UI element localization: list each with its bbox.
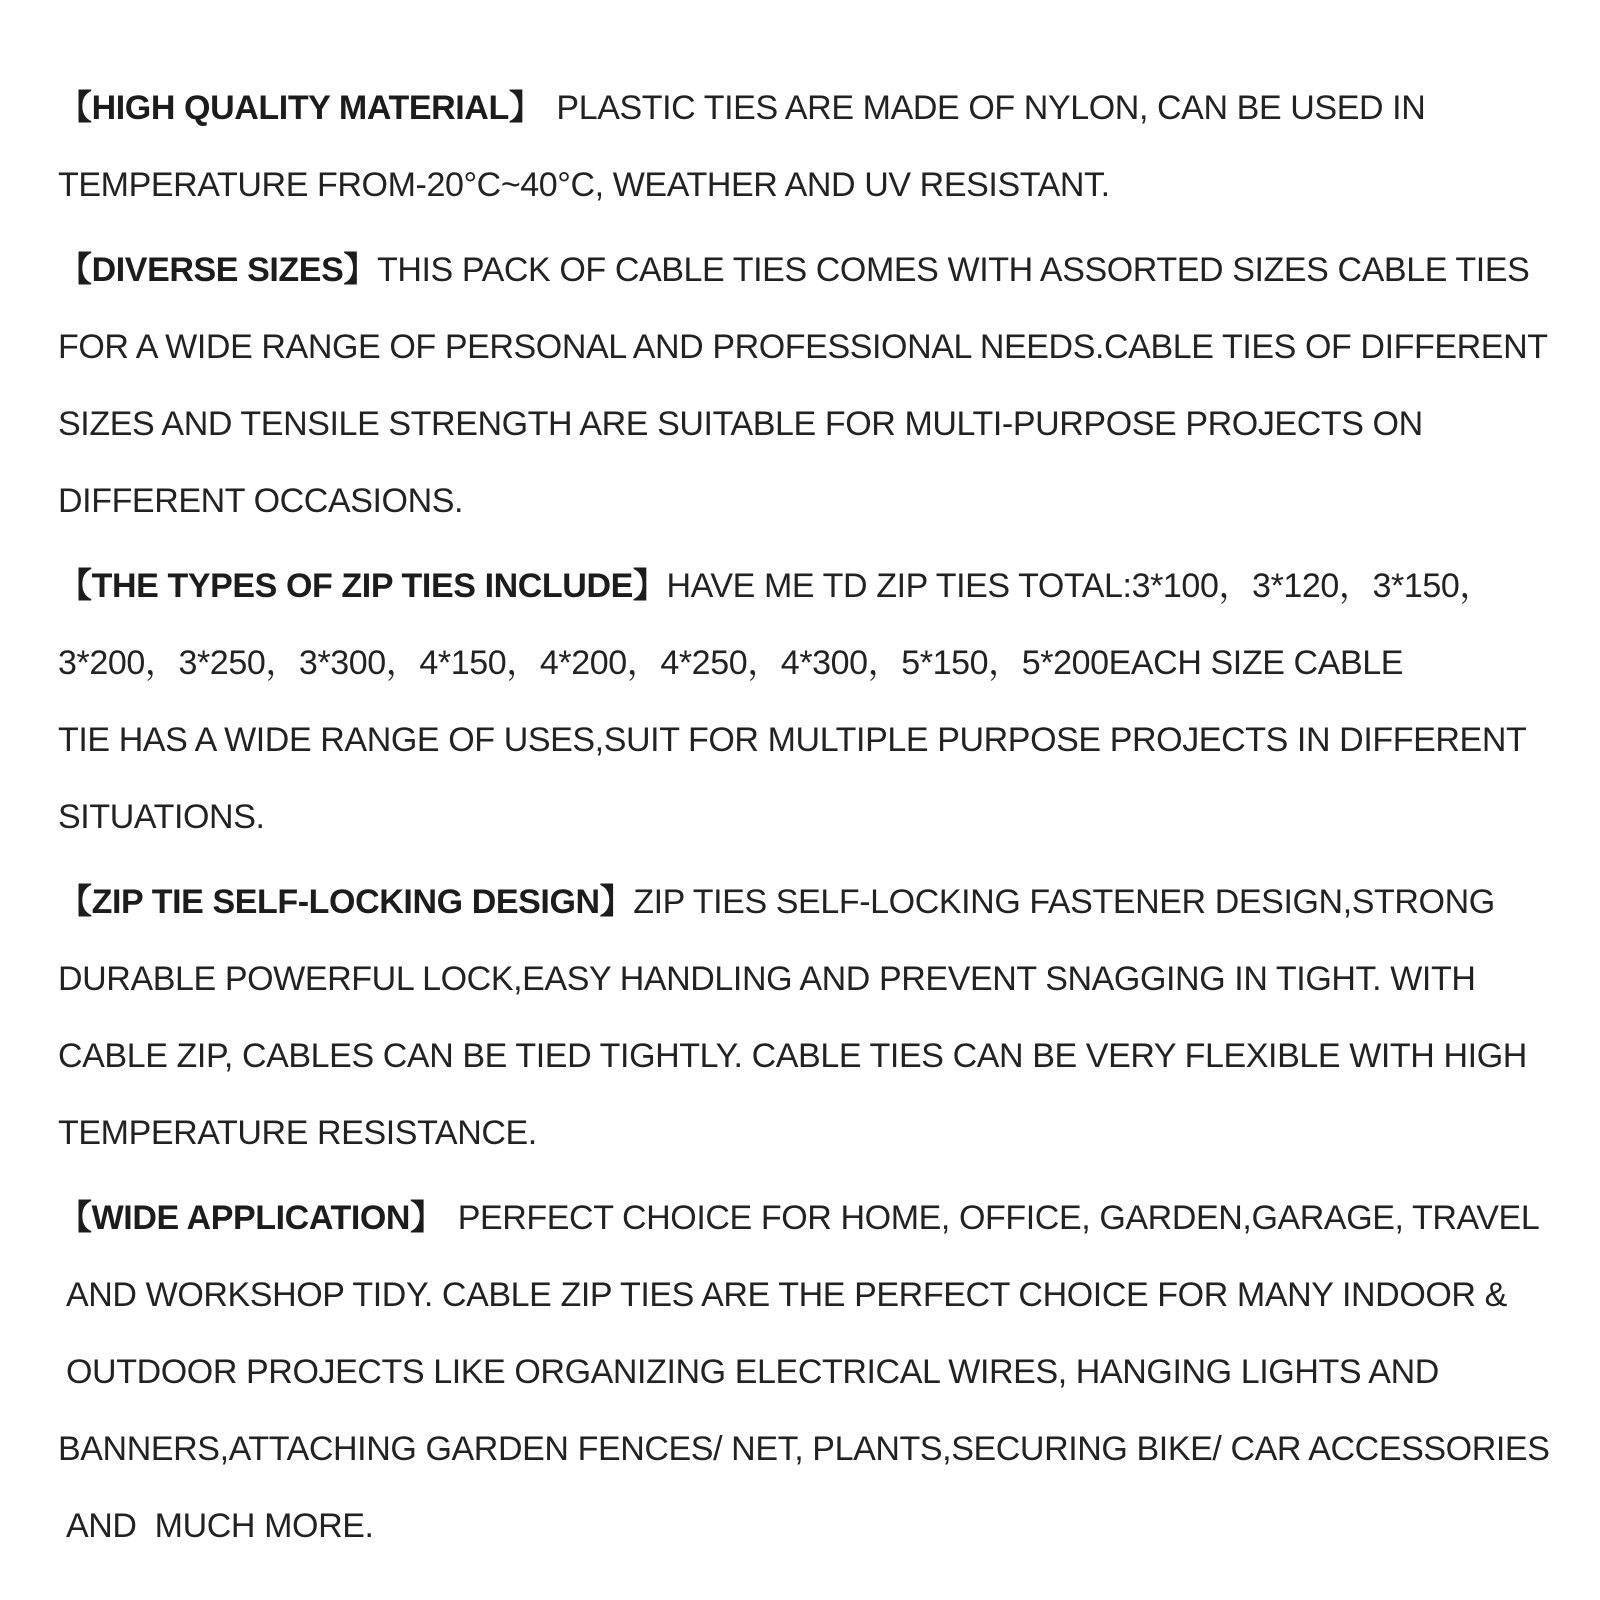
- section-heading: 【ZIP TIE SELF-LOCKING DESIGN】: [58, 883, 634, 921]
- section-text: HAVE ME TD ZIP TIES TOTAL:3*100，3*120，3*150，: [666, 567, 1493, 605]
- section-heading: 【HIGH QUALITY MATERIAL】: [58, 89, 543, 127]
- section-text: SITUATIONS.: [58, 798, 265, 836]
- section-text: SIZES AND TENSILE STRENGTH ARE SUITABLE FOR MULTI-PURPOSE PROJECTS ON: [58, 405, 1423, 443]
- section-text: PERFECT CHOICE FOR HOME, OFFICE, GARDEN,GARAGE, TRAVEL: [457, 1199, 1540, 1237]
- section-text: CABLE ZIP, CABLES CAN BE TIED TIGHTLY. CABLE TIES CAN BE VERY FLEXIBLE WITH HIGH: [58, 1037, 1527, 1075]
- section-line: [58, 232, 1558, 309]
- section-text: AND MUCH MORE.: [66, 1507, 374, 1545]
- section-line: [58, 864, 1558, 941]
- section-text: BANNERS,ATTACHING GARDEN FENCES/ NET, PLANTS,SECURING BIKE/ CAR ACCESSORIES: [58, 1430, 1550, 1468]
- section-text: 3*200，3*250，3*300，4*150，4*200，4*250，4*300，5*150，5*200EACH SIZE CABLE: [58, 644, 1404, 682]
- section-text: DURABLE POWERFUL LOCK,EASY HANDLING AND PREVENT SNAGGING IN TIGHT. WITH: [58, 960, 1476, 998]
- product-description: [58, 70, 1558, 1573]
- section-line: [58, 1180, 1558, 1257]
- section-line: [58, 548, 1558, 625]
- section-heading: 【DIVERSE SIZES】: [58, 251, 377, 289]
- section-text: FOR A WIDE RANGE OF PERSONAL AND PROFESSIONAL NEEDS.CABLE TIES OF DIFFERENT: [58, 328, 1548, 366]
- section-text: ZIP TIES SELF-LOCKING FASTENER DESIGN,STRONG: [633, 883, 1495, 921]
- section-diverse-sizes: [58, 232, 1558, 540]
- section-text: DIFFERENT OCCASIONS.: [58, 482, 464, 520]
- section-text: TEMPERATURE RESISTANCE.: [58, 1114, 537, 1152]
- section-text: PLASTIC TIES ARE MADE OF NYLON, CAN BE USED IN: [556, 89, 1426, 127]
- section-heading: 【WIDE APPLICATION】: [58, 1199, 444, 1237]
- section-line: [58, 70, 1558, 147]
- section-self-locking-design: [58, 864, 1558, 1172]
- section-text: TEMPERATURE FROM-20°C~40°C, WEATHER AND UV RESISTANT.: [58, 166, 1110, 204]
- section-heading: 【THE TYPES OF ZIP TIES INCLUDE】: [58, 567, 667, 605]
- section-text: OUTDOOR PROJECTS LIKE ORGANIZING ELECTRICAL WIRES, HANGING LIGHTS AND: [66, 1353, 1439, 1391]
- section-high-quality-material: [58, 70, 1558, 224]
- section-text: THIS PACK OF CABLE TIES COMES WITH ASSORTED SIZES CABLE TIES: [376, 251, 1530, 289]
- section-text: TIE HAS A WIDE RANGE OF USES,SUIT FOR MULTIPLE PURPOSE PROJECTS IN DIFFERENT: [58, 721, 1527, 759]
- section-wide-application: [58, 1180, 1558, 1565]
- section-text: AND WORKSHOP TIDY. CABLE ZIP TIES ARE THE PERFECT CHOICE FOR MANY INDOOR &: [66, 1276, 1507, 1314]
- section-zip-tie-types: [58, 548, 1558, 856]
